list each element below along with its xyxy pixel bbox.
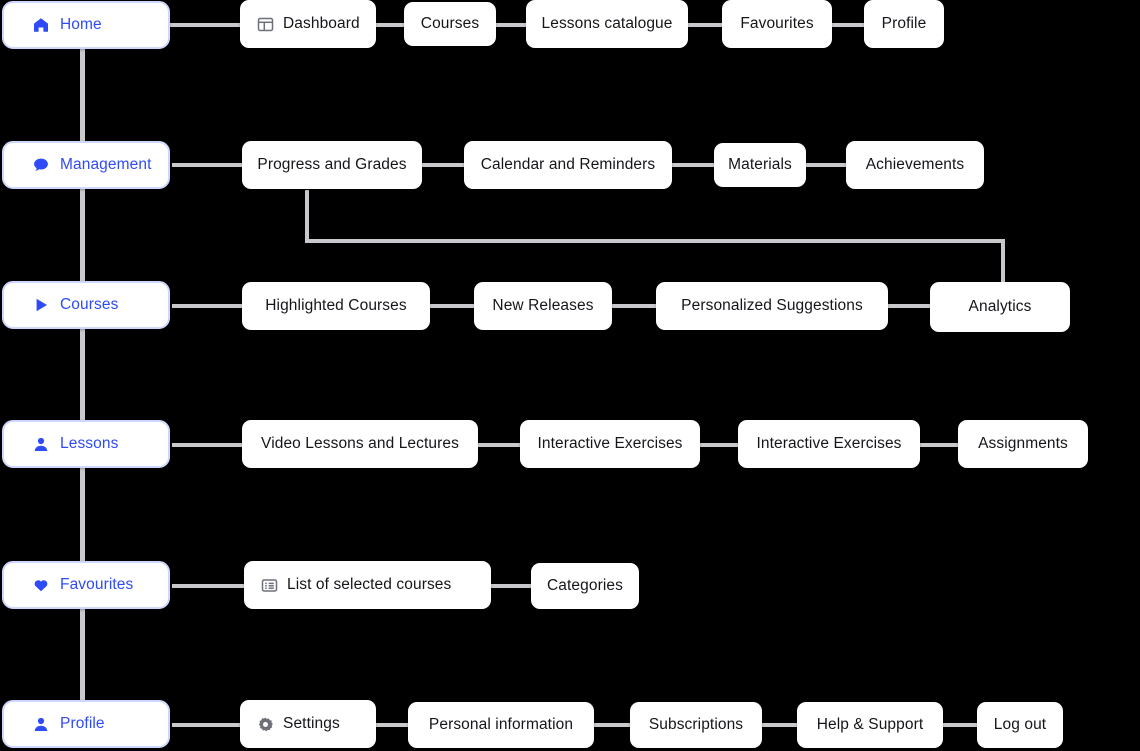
node-interactive-exercises-1-label: Interactive Exercises: [537, 435, 683, 453]
gear-icon: [257, 716, 274, 733]
node-courses-label: Courses: [60, 296, 119, 314]
home-icon: [32, 16, 50, 34]
connector-progress-elbow-right: [305, 239, 1005, 243]
node-achievements[interactable]: [846, 141, 984, 189]
person-icon: [32, 715, 50, 733]
node-home-favourites[interactable]: [722, 0, 832, 48]
node-lessons-catalogue-label: Lessons catalogue: [541, 15, 673, 33]
node-management-label: Management: [60, 156, 152, 174]
node-lessons-label: Lessons: [60, 435, 119, 453]
node-achievements-label: Achievements: [865, 156, 965, 174]
node-lessons-catalogue[interactable]: [526, 0, 688, 48]
connector-calendar-to-materials: [672, 163, 714, 167]
node-settings-label: Settings: [283, 715, 340, 733]
node-home-profile[interactable]: [864, 0, 944, 48]
connector-profile-to-settings: [172, 723, 244, 727]
node-categories-label: Categories: [547, 577, 623, 595]
connector-interactive1-to-interactive2: [700, 443, 738, 447]
node-analytics-label: Analytics: [968, 298, 1032, 316]
node-highlighted-courses[interactable]: [242, 282, 430, 330]
connector-progress-elbow-down: [305, 190, 309, 242]
node-interactive-exercises-2[interactable]: [738, 420, 920, 468]
list-icon: [261, 577, 278, 594]
node-progress-and-grades-label: Progress and Grades: [257, 156, 407, 174]
node-subscriptions-label: Subscriptions: [648, 716, 744, 734]
node-interactive-exercises-1[interactable]: [520, 420, 700, 468]
node-settings[interactable]: [240, 700, 376, 748]
connector-list-to-categories: [491, 584, 531, 588]
connector-home-to-dashboard: [170, 23, 248, 27]
connector-interactive2-to-assignments: [920, 443, 958, 447]
node-personalized-suggestions[interactable]: [656, 282, 888, 330]
node-progress-and-grades[interactable]: [242, 141, 422, 189]
node-management[interactable]: [2, 141, 170, 189]
node-home-profile-label: Profile: [881, 15, 927, 33]
node-dashboard[interactable]: [240, 0, 376, 48]
node-log-out-label: Log out: [993, 716, 1047, 734]
heart-icon: [32, 576, 50, 594]
node-help-and-support[interactable]: [797, 702, 943, 748]
node-new-releases[interactable]: [474, 282, 612, 330]
connector-highlighted-to-new-releases: [430, 304, 476, 308]
node-home[interactable]: [2, 1, 170, 49]
node-personal-information-label: Personal information: [428, 716, 574, 734]
node-courses[interactable]: [2, 281, 170, 329]
connector-materials-to-achievements: [806, 163, 848, 167]
connector-elbow-down-to-analytics: [1001, 239, 1005, 287]
connector-personalized-to-analytics: [888, 304, 932, 308]
node-home-label: Home: [60, 16, 102, 34]
connector-personal-to-subscriptions: [593, 723, 631, 727]
node-assignments-label: Assignments: [978, 435, 1068, 453]
node-list-of-selected-courses[interactable]: [244, 561, 491, 609]
node-list-of-selected-courses-label: List of selected courses: [287, 576, 452, 594]
node-calendar-and-reminders-label: Calendar and Reminders: [480, 156, 656, 174]
node-video-lessons-and-lectures-label: Video Lessons and Lectures: [261, 435, 459, 453]
node-calendar-and-reminders[interactable]: [464, 141, 672, 189]
node-home-courses[interactable]: [404, 2, 496, 46]
node-analytics[interactable]: [930, 282, 1070, 332]
connector-favourites-to-list: [172, 584, 244, 588]
connector-settings-to-personal: [374, 723, 408, 727]
node-favourites-label: Favourites: [60, 576, 134, 594]
node-lessons[interactable]: [2, 420, 170, 468]
play-triangle-icon: [32, 296, 50, 314]
node-new-releases-label: New Releases: [492, 297, 594, 315]
node-categories[interactable]: [531, 563, 639, 609]
chat-bubble-icon: [32, 156, 50, 174]
node-profile[interactable]: [2, 700, 170, 748]
node-help-and-support-label: Help & Support: [816, 716, 924, 734]
node-subscriptions[interactable]: [630, 702, 762, 748]
connector-help-to-logout: [940, 723, 978, 727]
node-home-courses-label: Courses: [420, 15, 480, 33]
node-personal-information[interactable]: [408, 702, 594, 748]
node-profile-label: Profile: [60, 715, 105, 733]
node-materials-label: Materials: [728, 156, 792, 174]
node-personalized-suggestions-label: Personalized Suggestions: [681, 297, 863, 315]
connector-progress-to-calendar: [422, 163, 464, 167]
connector-lessons-catalogue-to-favourites: [687, 23, 723, 27]
node-favourites[interactable]: [2, 561, 170, 609]
connector-courses-node-to-highlighted: [172, 304, 244, 308]
connector-new-releases-to-personalized: [611, 304, 657, 308]
node-highlighted-courses-label: Highlighted Courses: [265, 297, 407, 315]
node-materials[interactable]: [714, 143, 806, 187]
dashboard-grid-icon: [257, 16, 274, 33]
connector-courses-to-lessons-catalogue: [494, 23, 528, 27]
node-video-lessons-and-lectures[interactable]: [242, 420, 478, 468]
connector-subscriptions-to-help: [760, 723, 798, 727]
node-log-out[interactable]: [977, 702, 1063, 748]
node-interactive-exercises-2-label: Interactive Exercises: [756, 435, 902, 453]
connector-favourites-to-profile: [830, 23, 865, 27]
node-home-favourites-label: Favourites: [740, 15, 814, 33]
connector-management-to-progress: [172, 163, 244, 167]
connector-lessons-to-video: [172, 443, 244, 447]
connector-video-to-interactive1: [478, 443, 520, 447]
connector-dashboard-to-courses: [374, 23, 404, 27]
node-assignments[interactable]: [958, 420, 1088, 468]
connector-spine-vertical: [80, 25, 85, 725]
person-icon: [32, 435, 50, 453]
node-dashboard-label: Dashboard: [283, 15, 360, 33]
